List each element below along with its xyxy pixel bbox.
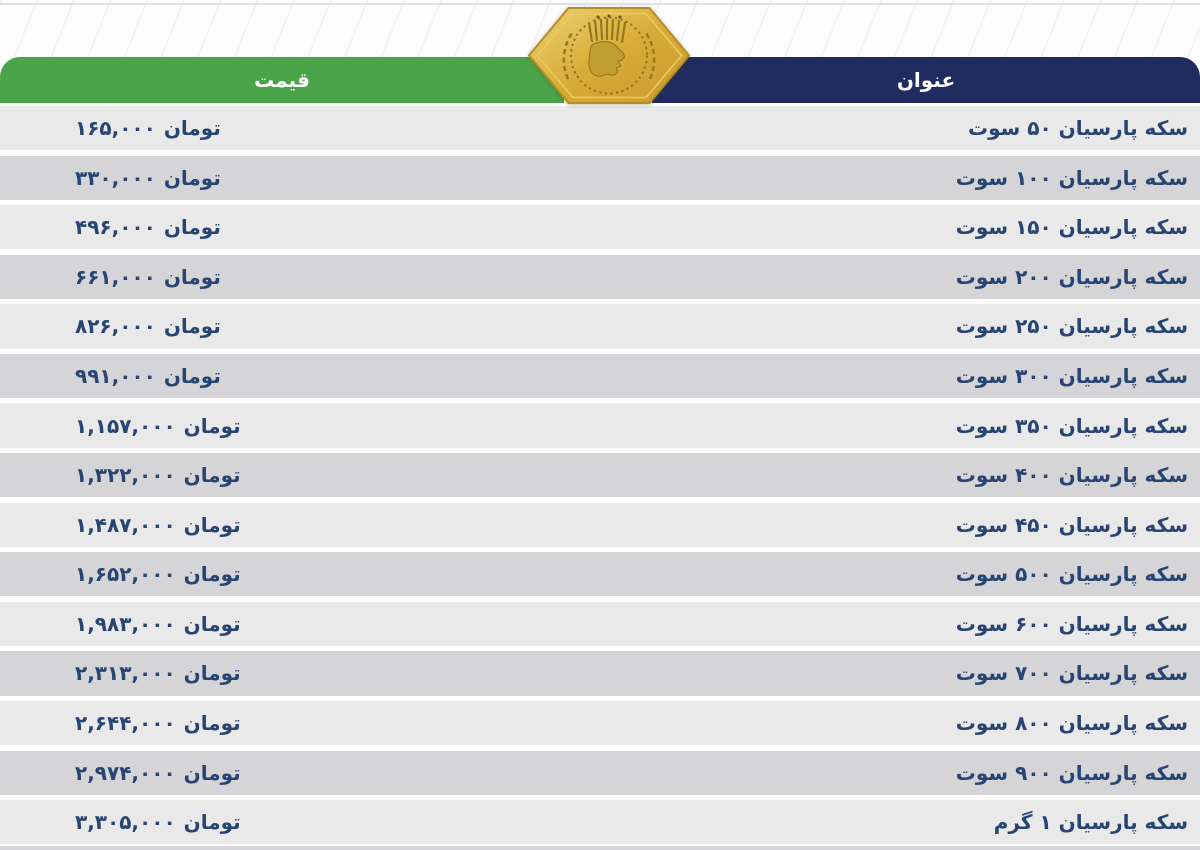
price-unit: تومان [163,363,221,388]
coin-title: سکه پارسیان ۱ گرم [993,810,1188,835]
price-cell [75,116,221,140]
price-value: ۲,۶۴۴,۰۰۰ [75,711,176,736]
table-row [0,751,1200,795]
top-divider-line [0,3,1200,5]
table-row [0,255,1200,299]
table-row [0,701,1200,745]
parsian-gold-coin-icon [528,7,690,104]
table-row [0,453,1200,497]
price-cell [75,761,241,785]
price-column-header [0,57,564,103]
coin-title: سکه پارسیان ۹۰۰ سوت [955,760,1188,785]
coin-title: سکه پارسیان ۴۵۰ سوت [955,512,1188,537]
coin-title: سکه پارسیان ۷۰۰ سوت [955,661,1188,686]
price-cell [75,513,241,537]
price-value: ۱,۳۲۲,۰۰۰ [75,463,176,488]
price-cell [75,414,241,438]
table-row [0,503,1200,547]
price-cell [75,562,241,586]
price-value: ۸۲۶,۰۰۰ [75,314,156,339]
price-unit: تومان [163,314,221,339]
price-value: ۳,۳۰۵,۰۰۰ [75,810,176,835]
price-cell [75,166,221,190]
price-unit: تومان [183,810,241,835]
price-value: ۱,۴۸۷,۰۰۰ [75,512,176,537]
price-cell [75,661,241,685]
table-row [0,106,1200,150]
price-table-body [0,106,1200,844]
table-row [0,552,1200,596]
table-row [0,403,1200,447]
price-unit: تومان [183,413,241,438]
price-cell [75,314,221,338]
coin-title: سکه پارسیان ۸۰۰ سوت [955,711,1188,736]
price-value: ۲,۹۷۴,۰۰۰ [75,760,176,785]
table-row [0,156,1200,200]
coin-title: سکه پارسیان ۱۰۰ سوت [955,165,1188,190]
coin-title: سکه پارسیان ۳۰۰ سوت [955,363,1188,388]
price-value: ۱۶۵,۰۰۰ [75,116,156,141]
table-row [0,205,1200,249]
price-value: ۱,۹۸۳,۰۰۰ [75,611,176,636]
price-value: ۲,۳۱۳,۰۰۰ [75,661,176,686]
price-value: ۳۳۰,۰۰۰ [75,165,156,190]
price-value: ۹۹۱,۰۰۰ [75,363,156,388]
table-row [0,800,1200,844]
price-unit: تومان [163,165,221,190]
price-cell [75,215,221,239]
price-value: ۴۹۶,۰۰۰ [75,215,156,240]
coin-title: سکه پارسیان ۶۰۰ سوت [955,611,1188,636]
coin-title: سکه پارسیان ۵۰۰ سوت [955,562,1188,587]
price-unit: تومان [183,512,241,537]
price-cell [75,612,241,636]
price-value: ۱,۱۵۷,۰۰۰ [75,413,176,438]
price-cell [75,711,241,735]
coin-title: سکه پارسیان ۲۵۰ سوت [955,314,1188,339]
price-cell [75,463,241,487]
price-unit: تومان [163,116,221,141]
table-row [0,651,1200,695]
price-unit: تومان [163,215,221,240]
coin-title: سکه پارسیان ۱۵۰ سوت [955,215,1188,240]
coin-title: سکه پارسیان ۵۰ سوت [967,116,1188,141]
title-header-label: عنوان [896,68,956,92]
price-value: ۶۶۱,۰۰۰ [75,264,156,289]
coin-title: سکه پارسیان ۲۰۰ سوت [955,264,1188,289]
table-row [0,354,1200,398]
table-row [0,304,1200,348]
price-header-label: قیمت [254,68,310,92]
next-row-sliver [0,846,1200,850]
price-value: ۱,۶۵۲,۰۰۰ [75,562,176,587]
coin-title: سکه پارسیان ۳۵۰ سوت [955,413,1188,438]
title-column-header [652,57,1200,103]
table-header-row [0,57,1200,103]
price-unit: تومان [183,562,241,587]
price-unit: تومان [183,611,241,636]
price-unit: تومان [163,264,221,289]
price-cell [75,265,221,289]
price-cell [75,810,241,834]
table-row [0,602,1200,646]
price-unit: تومان [183,661,241,686]
coin-title: سکه پارسیان ۴۰۰ سوت [955,463,1188,488]
price-unit: تومان [183,463,241,488]
price-unit: تومان [183,760,241,785]
price-cell [75,364,221,388]
price-unit: تومان [183,711,241,736]
